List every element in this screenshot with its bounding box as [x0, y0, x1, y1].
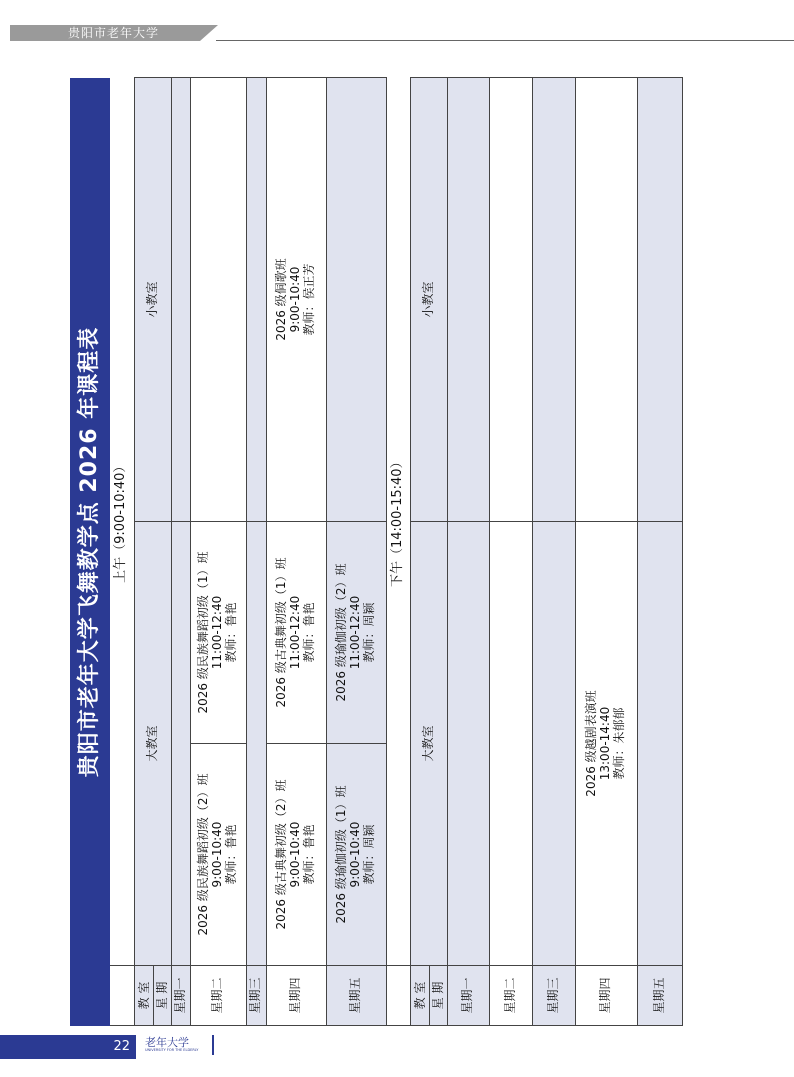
- school-name: 贵阳市老年大学: [68, 26, 160, 40]
- course-name: 2026 级古典舞初级（2）班: [274, 779, 289, 930]
- footer-brand-en: UNIVERSITY FOR THE ELDERLY: [145, 1048, 199, 1052]
- course-time: 13:00-14:40: [598, 706, 613, 781]
- course-teacher: 教师：鲁艳: [301, 602, 316, 663]
- course-teacher: 教师：周颖: [361, 602, 376, 663]
- corner-room-label: 教 室: [411, 966, 430, 1025]
- course-cell: [326, 744, 386, 966]
- schedule-rotated: [70, 78, 735, 1026]
- room-large-morning: 大教室: [134, 522, 171, 966]
- course-name: 2026 级民族舞蹈初级（1）班: [196, 551, 211, 714]
- course-name: 2026 级瑜伽初级（2）班: [334, 563, 349, 702]
- header-rule: [216, 40, 794, 41]
- day-fri-afternoon: 星期五: [637, 966, 682, 1026]
- course-teacher: 教师：朱郁郁: [611, 707, 626, 780]
- course-time: 11:00-12:40: [210, 595, 225, 670]
- schedule-frame: [70, 78, 735, 1026]
- course-time: 11:00-12:40: [348, 595, 363, 670]
- period-afternoon: 下午（14:00-15:40）: [386, 77, 410, 965]
- footer-brand: 老年大学: [145, 1036, 189, 1049]
- course-cell: [575, 522, 637, 966]
- course-name: 2026 级瑜伽初级（1）班: [334, 785, 349, 924]
- corner-day-label: 星 期: [430, 981, 445, 1010]
- course-name: 2026 级侗歌班: [274, 258, 289, 341]
- room-large-afternoon: 大教室: [410, 522, 447, 966]
- course-teacher: 教师：鲁艳: [223, 602, 238, 663]
- course-cell: [266, 744, 326, 966]
- course-cell: [326, 522, 386, 744]
- day-tue-morning: 星期二: [190, 966, 246, 1026]
- day-tue-afternoon: 星期二: [489, 966, 532, 1026]
- day-mon-afternoon: 星期一: [447, 966, 489, 1026]
- course-name: 2026 级民族舞蹈初级（2）班: [196, 773, 211, 936]
- room-small-morning: 小教室: [134, 77, 171, 521]
- day-thu-morning: 星期四: [266, 966, 326, 1026]
- course-time: 9:00-10:40: [288, 821, 303, 888]
- course-time: 9:00-10:40: [288, 266, 303, 333]
- room-small-afternoon: 小教室: [410, 77, 447, 521]
- course-cell: [190, 744, 246, 966]
- page-number: 22: [0, 1035, 136, 1059]
- course-time: 11:00-12:40: [288, 595, 303, 670]
- course-name: 2026 级越剧表演班: [584, 690, 599, 797]
- corner-cell: [410, 966, 447, 1026]
- period-morning: 上午（9:00-10:40）: [110, 77, 134, 965]
- schedule-title: 贵阳市老年大学飞舞教学点 2026 年课程表: [70, 78, 110, 1026]
- corner-room-label: 教 室: [135, 966, 154, 1025]
- day-wed-morning: 星期三: [246, 966, 266, 1026]
- course-name: 2026 级古典舞初级（1）班: [274, 557, 289, 708]
- day-thu-afternoon: 星期四: [575, 966, 637, 1026]
- course-time: 9:00-10:40: [210, 821, 225, 888]
- schedule-table: [110, 77, 683, 1026]
- course-cell: [266, 77, 326, 521]
- course-teacher: 教师：鲁艳: [301, 824, 316, 885]
- course-teacher: 教师：侯正芳: [301, 263, 316, 336]
- day-fri-morning: 星期五: [326, 966, 386, 1026]
- header-corner: [200, 25, 218, 41]
- day-mon-morning: 星期一: [171, 966, 190, 1026]
- corner-cell: [134, 966, 171, 1026]
- course-cell: [266, 522, 326, 744]
- footer-divider: [212, 1035, 214, 1055]
- day-wed-afternoon: 星期三: [532, 966, 575, 1026]
- course-teacher: 教师：鲁艳: [223, 824, 238, 885]
- corner-day-label: 星 期: [154, 981, 169, 1010]
- course-time: 9:00-10:40: [348, 821, 363, 888]
- course-cell: [190, 522, 246, 744]
- course-teacher: 教师：周颖: [361, 824, 376, 885]
